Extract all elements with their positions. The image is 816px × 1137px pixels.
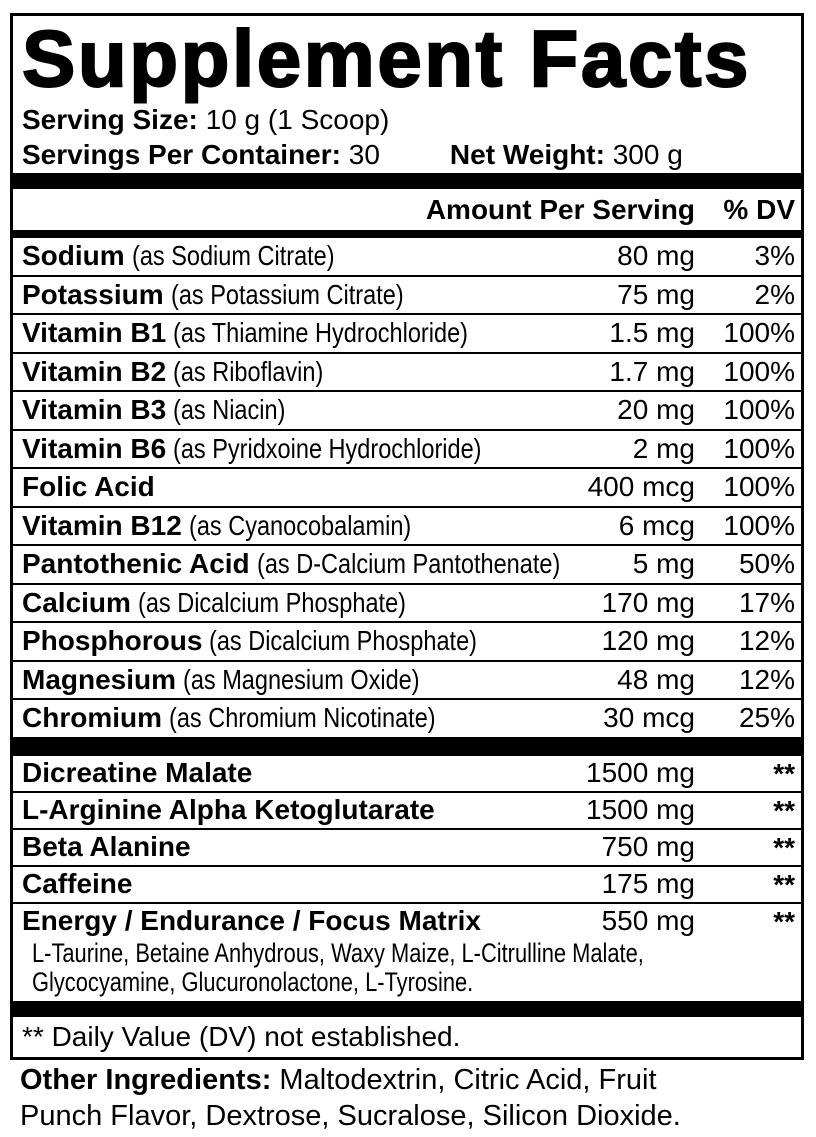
nutrient-name: Vitamin B12 xyxy=(22,509,182,541)
nutrient-amount: 80 mg xyxy=(617,240,695,272)
blend-rows xyxy=(13,754,801,1001)
table-row xyxy=(13,754,801,791)
nutrient-detail: (as Riboflavin) xyxy=(173,355,324,387)
dv-footnote: ** Daily Value (DV) not established. xyxy=(22,1020,461,1052)
table-row xyxy=(13,828,801,865)
nutrient-dv: 100% xyxy=(723,509,795,541)
net-weight-value: 300 g xyxy=(612,139,683,170)
nutrient-dv: 100% xyxy=(723,394,795,426)
footnote-row xyxy=(13,1017,801,1057)
servings-per-container-label: Servings Per Container: xyxy=(22,139,341,170)
supplement-facts-panel xyxy=(10,13,804,1060)
table-row xyxy=(13,313,801,352)
nutrient-name: Magnesium xyxy=(22,663,177,695)
serving-size-line xyxy=(22,102,792,137)
nutrient-name-cell xyxy=(22,702,565,734)
table-row xyxy=(13,544,801,583)
blend-row-line xyxy=(13,904,801,939)
table-row xyxy=(13,390,801,429)
panel-title: Supplement Facts xyxy=(22,14,752,103)
table-row xyxy=(13,238,801,275)
other-ingredients-value: Maltodextrin, Citric Acid, Fruit Punch Flavor, Dextrose, Sucralose, Silicon Dioxide. xyxy=(20,1064,681,1132)
blend-name: Caffeine xyxy=(22,868,133,899)
other-ingredients xyxy=(20,1062,738,1134)
net-weight-label: Net Weight: xyxy=(449,139,605,170)
table-header-row xyxy=(13,189,801,230)
blend-name: L-Arginine Alpha Ketoglutarate xyxy=(22,794,435,825)
blend-row-line xyxy=(13,756,801,791)
blend-row-line xyxy=(13,793,801,828)
nutrient-detail: (as Sodium Citrate) xyxy=(131,240,335,272)
blend-name-cell xyxy=(22,794,565,826)
nutrient-name-cell xyxy=(22,664,565,696)
blend-amount: 550 mg xyxy=(601,905,695,936)
nutrient-name-cell xyxy=(22,394,565,426)
nutrient-amount: 48 mg xyxy=(617,663,695,695)
nutrient-amount: 170 mg xyxy=(601,586,695,618)
nutrient-name: Phosphorous xyxy=(22,625,203,657)
nutrient-detail: (as D-Calcium Pantothenate) xyxy=(256,548,560,580)
nutrient-detail: (as Thiamine Hydrochloride) xyxy=(173,317,469,349)
nutrient-dv: 50% xyxy=(738,548,795,580)
table-row xyxy=(13,467,801,506)
nutrient-name-cell xyxy=(22,587,565,619)
nutrient-name: Folic Acid xyxy=(22,471,155,503)
nutrient-amount: 400 mcg xyxy=(587,471,695,503)
nutrient-amount: 1.5 mg xyxy=(609,317,695,349)
blend-name: Energy / Endurance / Focus Matrix xyxy=(22,905,482,936)
servings-net-weight-line xyxy=(22,137,792,172)
blend-amount: 750 mg xyxy=(601,831,695,862)
nutrient-dv: 3% xyxy=(754,240,795,272)
blend-amount: 175 mg xyxy=(601,868,695,899)
blend-row-line xyxy=(13,867,801,902)
amount-per-serving-header: Amount Per Serving xyxy=(425,193,695,225)
nutrient-dv: 12% xyxy=(738,663,795,695)
nutrient-name: Potassium xyxy=(22,278,164,310)
blend-dv: ** xyxy=(773,868,795,900)
blend-dv: ** xyxy=(773,794,795,826)
nutrient-amount: 1.7 mg xyxy=(609,355,695,387)
nutrient-amount: 20 mg xyxy=(617,394,695,426)
servings-per-container xyxy=(22,137,380,172)
divider-bar-thick-top xyxy=(13,173,801,189)
table-row xyxy=(13,506,801,545)
nutrient-name: Vitamin B6 xyxy=(22,432,167,464)
blend-name-cell xyxy=(22,831,565,863)
nutrient-name: Chromium xyxy=(22,702,162,734)
servings-per-container-value: 30 xyxy=(348,139,380,170)
nutrient-name-cell xyxy=(22,433,565,465)
blend-dv: ** xyxy=(773,831,795,863)
nutrient-rows xyxy=(13,238,801,737)
nutrient-detail: (as Pyridxoine Hydrochloride) xyxy=(173,432,482,464)
table-row xyxy=(13,429,801,468)
nutrient-amount: 6 mcg xyxy=(618,509,695,541)
nutrient-name-cell xyxy=(22,548,565,580)
nutrient-name: Sodium xyxy=(22,240,125,272)
nutrient-name: Vitamin B1 xyxy=(22,317,167,349)
table-row xyxy=(13,698,801,737)
table-row xyxy=(13,791,801,828)
blend-dv: ** xyxy=(773,757,795,789)
blend-sub-text: L-Taurine, Betaine Anhydrous, Waxy Maize, L-Citrulline Malate, Glycocyamine, Glucuronolactone, L-Tyrosine. xyxy=(32,937,644,997)
nutrient-amount: 120 mg xyxy=(601,625,695,657)
table-row xyxy=(13,583,801,622)
nutrient-name-cell xyxy=(22,317,565,349)
nutrient-detail: (as Cyanocobalamin) xyxy=(188,509,412,541)
serving-info xyxy=(13,98,801,172)
table-row xyxy=(13,660,801,699)
nutrient-dv: 100% xyxy=(723,317,795,349)
blend-amount: 1500 mg xyxy=(586,757,695,788)
nutrient-name-cell xyxy=(22,240,565,272)
blend-name-cell xyxy=(22,868,565,900)
table-row xyxy=(13,352,801,391)
blend-name: Dicreatine Malate xyxy=(22,757,253,788)
nutrient-name-cell xyxy=(22,471,565,503)
serving-size-label: Serving Size: xyxy=(22,104,198,135)
nutrient-dv: 100% xyxy=(723,355,795,387)
table-row xyxy=(13,621,801,660)
nutrient-name-cell xyxy=(22,625,565,657)
blend-dv: ** xyxy=(773,905,795,937)
net-weight xyxy=(450,137,683,172)
serving-size-value: 10 g (1 Scoop) xyxy=(205,104,390,135)
divider-bar-header xyxy=(13,230,801,238)
nutrient-detail: (as Chromium Nicotinate) xyxy=(169,702,436,734)
divider-bar-bottom xyxy=(13,1001,801,1017)
other-ingredients-label: Other Ingredients: xyxy=(20,1064,272,1096)
nutrient-dv: 100% xyxy=(723,471,795,503)
nutrient-name-cell xyxy=(22,356,565,388)
nutrient-detail: (as Dicalcium Phosphate) xyxy=(209,625,478,657)
table-row xyxy=(13,902,801,1001)
nutrient-dv: 17% xyxy=(738,586,795,618)
nutrient-detail: (as Dicalcium Phosphate) xyxy=(137,586,406,618)
blend-name: Beta Alanine xyxy=(22,831,191,862)
nutrient-name: Vitamin B3 xyxy=(22,394,167,426)
table-row xyxy=(13,275,801,314)
blend-name-cell xyxy=(22,905,565,937)
nutrient-detail: (as Potassium Citrate) xyxy=(170,278,404,310)
blend-row-line xyxy=(13,830,801,865)
blend-sub-ingredients xyxy=(13,939,801,1001)
divider-bar-mid xyxy=(13,737,801,754)
nutrient-detail: (as Niacin) xyxy=(173,394,286,426)
nutrient-name: Calcium xyxy=(22,586,131,618)
nutrient-dv: 2% xyxy=(754,278,795,310)
nutrient-detail: (as Magnesium Oxide) xyxy=(183,663,420,695)
nutrient-name-cell xyxy=(22,279,565,311)
nutrient-dv: 25% xyxy=(738,702,795,734)
nutrient-amount: 30 mcg xyxy=(603,702,695,734)
percent-dv-header: % DV xyxy=(723,193,795,225)
nutrient-dv: 12% xyxy=(738,625,795,657)
blend-amount: 1500 mg xyxy=(586,794,695,825)
nutrient-name-cell xyxy=(22,510,565,542)
nutrient-name: Pantothenic Acid xyxy=(22,548,250,580)
table-row xyxy=(13,865,801,902)
nutrient-name: Vitamin B2 xyxy=(22,355,167,387)
nutrient-amount: 75 mg xyxy=(617,278,695,310)
nutrient-amount: 2 mg xyxy=(632,432,695,464)
nutrient-amount: 5 mg xyxy=(632,548,695,580)
blend-name-cell xyxy=(22,757,565,789)
nutrient-dv: 100% xyxy=(723,432,795,464)
